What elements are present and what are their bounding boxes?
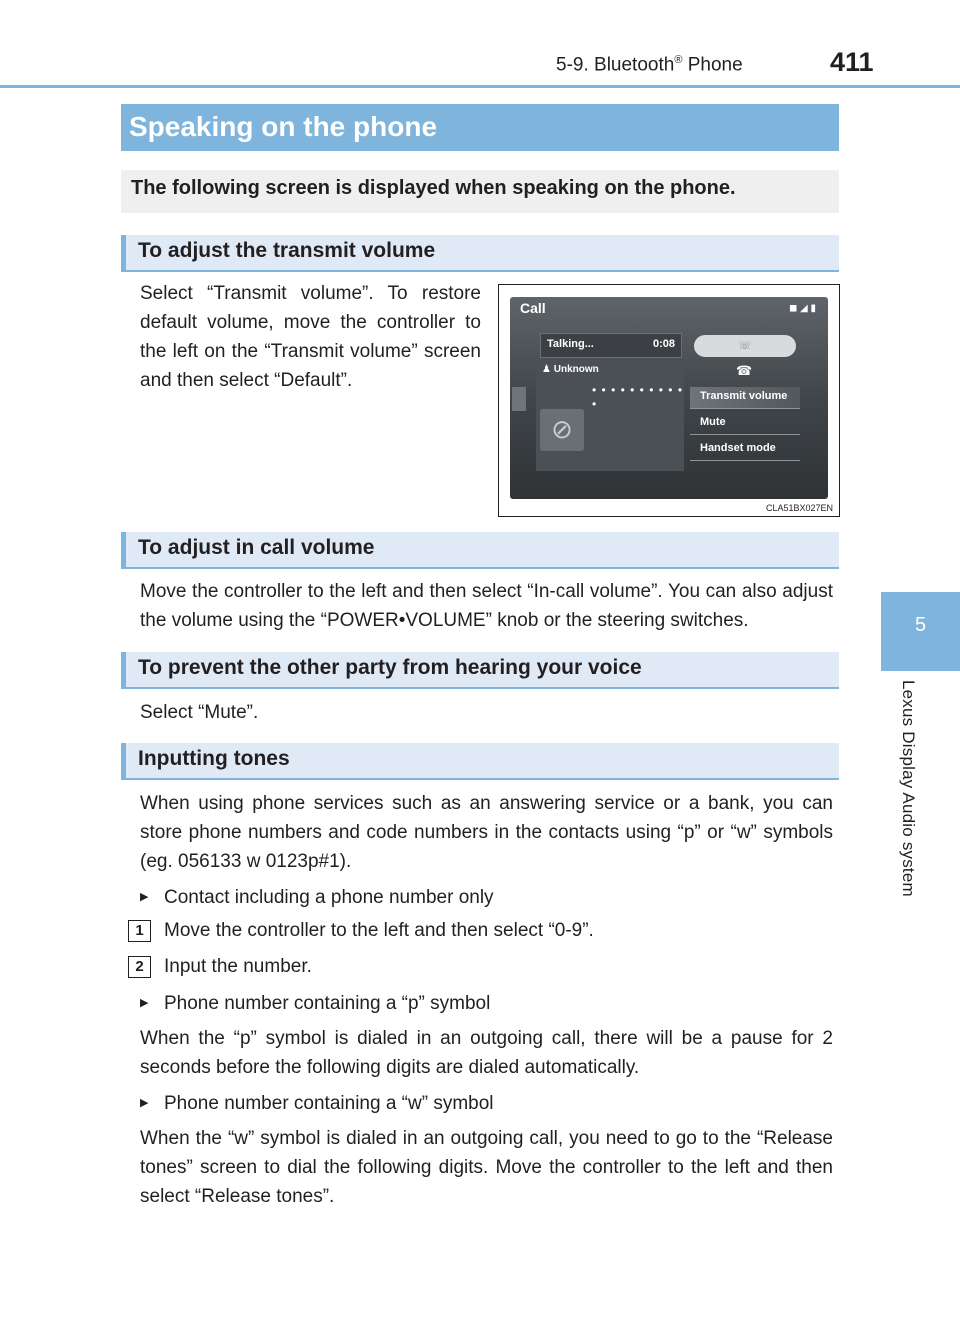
menu-handset-mode[interactable]: Handset mode [690,439,800,461]
step-number: 2 [128,956,151,978]
page-number: 411 [830,47,874,77]
caller-name: ♟ Unknown [542,364,599,375]
heading-inputting-tones: Inputting tones [121,743,839,780]
step-text: Move the controller to the left and then select “0-9”. [164,920,594,941]
menu-mute[interactable]: Mute [690,413,800,435]
controller-arc [798,317,828,487]
w-symbol-text: When the “w” symbol is dialed in an outgoing call, you need to go to the “Release tones” screen to dial the following digits. Move the controller to the left and then select “Release tones”. [140,1128,833,1207]
mute-text: Select “Mute”. [140,702,259,723]
step-number: 1 [128,920,151,942]
dots: • • • • • • • • • • • [592,383,684,411]
heading-transmit-volume: To adjust the transmit volume [121,235,839,272]
tones-text: When using phone services such as an answering service or a bank, you can store phone numbers and code numbers in the contacts using “p” or “w” symbols (eg. 056133 w 0123p#1). [140,793,833,872]
transmit-volume-text: Select “Transmit volume”. To restore default volume, move the controller to the left on the “Transmit volume” screen and then select “Default”. [140,283,481,391]
chapter-tab: 5 [881,592,960,671]
call-screen-figure [498,284,840,517]
status-icons: ◼ ◢ ▮ [788,303,816,314]
caller-panel [536,359,684,471]
blocked-icon: ⊘ [540,409,584,451]
handset-pill-icon[interactable]: ☏ [694,335,796,357]
talking-label: Talking... [547,338,594,350]
p-symbol-text: When the “p” symbol is dialed in an outgoing call, there will be a pause for 2 seconds before the following digits are dialed automatically. [140,1028,833,1078]
heading-mute: To prevent the other party from hearing your voice [121,652,839,689]
talking-bar [540,333,682,358]
step-text: Input the number. [164,956,312,977]
chapter-label: Lexus Display Audio system [899,680,918,897]
bullet-marker-icon: ▶ [140,891,149,903]
figure-code: CLA51BX027EN [765,503,833,513]
phone-icon[interactable]: ☎ [736,363,753,378]
call-screen [510,297,828,499]
heading-incall-volume: To adjust in call volume [121,532,839,569]
bullet-marker-icon: ▶ [140,997,149,1009]
call-timer: 0:08 [652,338,675,350]
page-title: Speaking on the phone [121,104,839,151]
section-heading: 5-9. Bluetooth® Phone [556,54,743,76]
menu-transmit-volume[interactable]: Transmit volume [690,387,800,409]
header-rule [0,85,960,88]
bullet-marker-icon: ▶ [140,1097,149,1109]
side-handle [512,387,526,411]
incall-volume-text: Move the controller to the left and then select “In-call volume”. You can also adjust the volume using the “POWER•VOLUME” knob or the steering switches. [140,581,833,631]
screen-title: Call [520,300,546,316]
intro-text: The following screen is displayed when speaking on the phone. [121,170,839,213]
